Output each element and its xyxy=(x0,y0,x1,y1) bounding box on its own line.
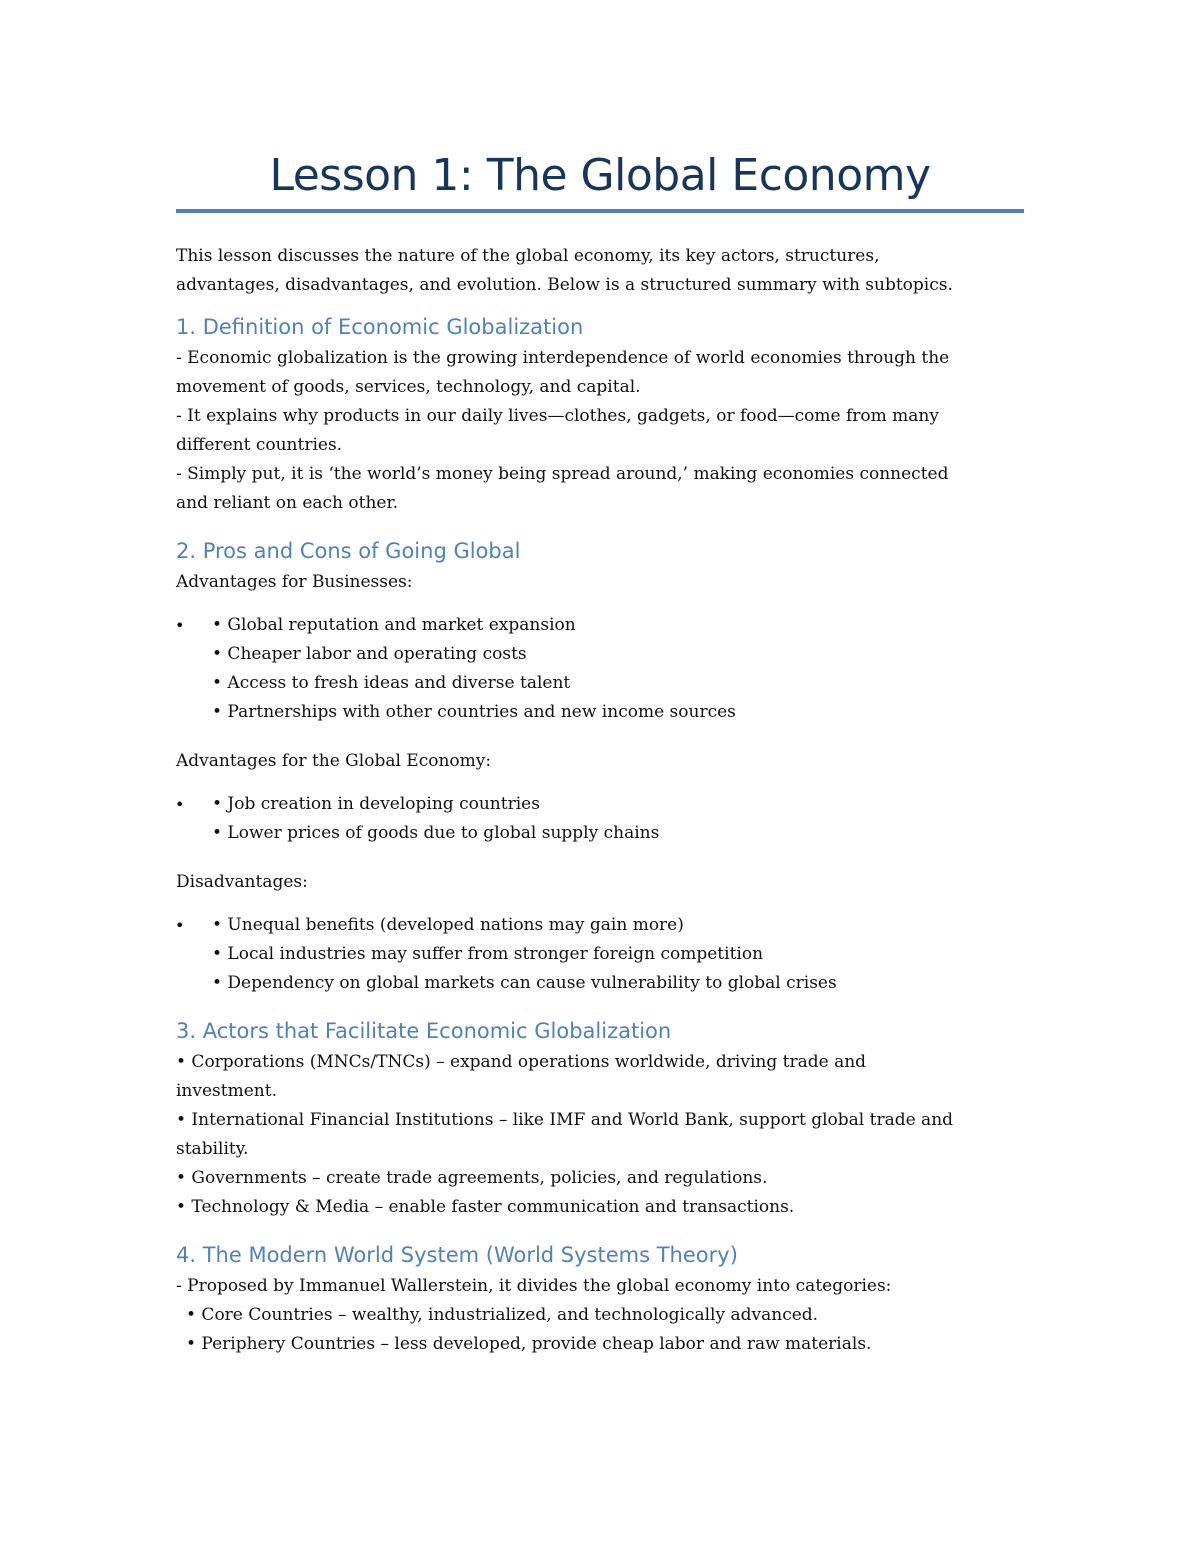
section-body-definition xyxy=(176,344,1024,518)
section-heading-world-system: 4. The Modern World System (World Systems Theory) xyxy=(176,1243,738,1267)
bullet-list-business xyxy=(176,611,1024,727)
body-line: and reliant on each other. xyxy=(176,493,399,513)
intro-line: advantages, disadvantages, and evolution. Below is a structured summary with subtopics. xyxy=(176,275,953,295)
body-line: • Technology & Media – enable faster communication and transactions. xyxy=(176,1197,795,1217)
section-body-world-system xyxy=(176,1272,1024,1359)
body-line: • Governments – create trade agreements, policies, and regulations. xyxy=(176,1168,768,1188)
list-item: • Lower prices of goods due to global supply chains xyxy=(212,823,660,843)
bullet-dot: • xyxy=(175,795,185,814)
bullet-list-disadvantages xyxy=(176,911,1024,998)
body-line: different countries. xyxy=(176,435,343,455)
body-line: • Core Countries – wealthy, industrialized, and technologically advanced. xyxy=(186,1305,819,1325)
group-label-disadvantages: Disadvantages: xyxy=(176,872,308,892)
body-line: • International Financial Institutions – like IMF and World Bank, support global trade and xyxy=(176,1110,954,1130)
section-heading-actors: 3. Actors that Facilitate Economic Globalization xyxy=(176,1019,672,1043)
list-item: • Unequal benefits (developed nations may gain more) xyxy=(212,915,684,935)
body-line: movement of goods, services, technology, and capital. xyxy=(176,377,641,397)
title-underline xyxy=(176,209,1024,213)
body-line: - Proposed by Immanuel Wallerstein, it divides the global economy into categories: xyxy=(176,1276,892,1296)
section-heading-definition: 1. Definition of Economic Globalization xyxy=(176,315,584,339)
body-line: - Simply put, it is ‘the world’s money being spread around,’ making economies connected xyxy=(176,464,949,484)
bullet-dot: • xyxy=(175,616,185,635)
body-line: • Corporations (MNCs/TNCs) – expand operations worldwide, driving trade and xyxy=(176,1052,867,1072)
body-line: - Economic globalization is the growing interdependence of world economies through the xyxy=(176,348,950,368)
list-item: • Local industries may suffer from stronger foreign competition xyxy=(212,944,764,964)
list-item: • Global reputation and market expansion xyxy=(212,615,576,635)
body-line: stability. xyxy=(176,1139,249,1159)
list-item: • Job creation in developing countries xyxy=(212,794,540,814)
bullet-list-global-economy xyxy=(176,790,1024,848)
list-item: • Dependency on global markets can cause vulnerability to global crises xyxy=(212,973,837,993)
intro-paragraph xyxy=(176,242,1024,300)
intro-line: This lesson discusses the nature of the global economy, its key actors, structures, xyxy=(176,246,880,266)
list-item: • Access to fresh ideas and diverse talent xyxy=(212,673,571,693)
list-item: • Cheaper labor and operating costs xyxy=(212,644,527,664)
section-heading-pros-cons: 2. Pros and Cons of Going Global xyxy=(176,539,521,563)
body-line: • Periphery Countries – less developed, provide cheap labor and raw materials. xyxy=(186,1334,872,1354)
page-title: Lesson 1: The Global Economy xyxy=(269,150,931,201)
group-label-global-economy: Advantages for the Global Economy: xyxy=(176,751,492,771)
list-item: • Partnerships with other countries and new income sources xyxy=(212,702,736,722)
body-line: investment. xyxy=(176,1081,277,1101)
section-body-actors xyxy=(176,1048,1024,1222)
document-body xyxy=(176,242,1024,1359)
bullet-dot: • xyxy=(175,916,185,935)
body-line: - It explains why products in our daily lives—clothes, gadgets, or food—come from many xyxy=(176,406,939,426)
group-label-business: Advantages for Businesses: xyxy=(176,572,413,592)
